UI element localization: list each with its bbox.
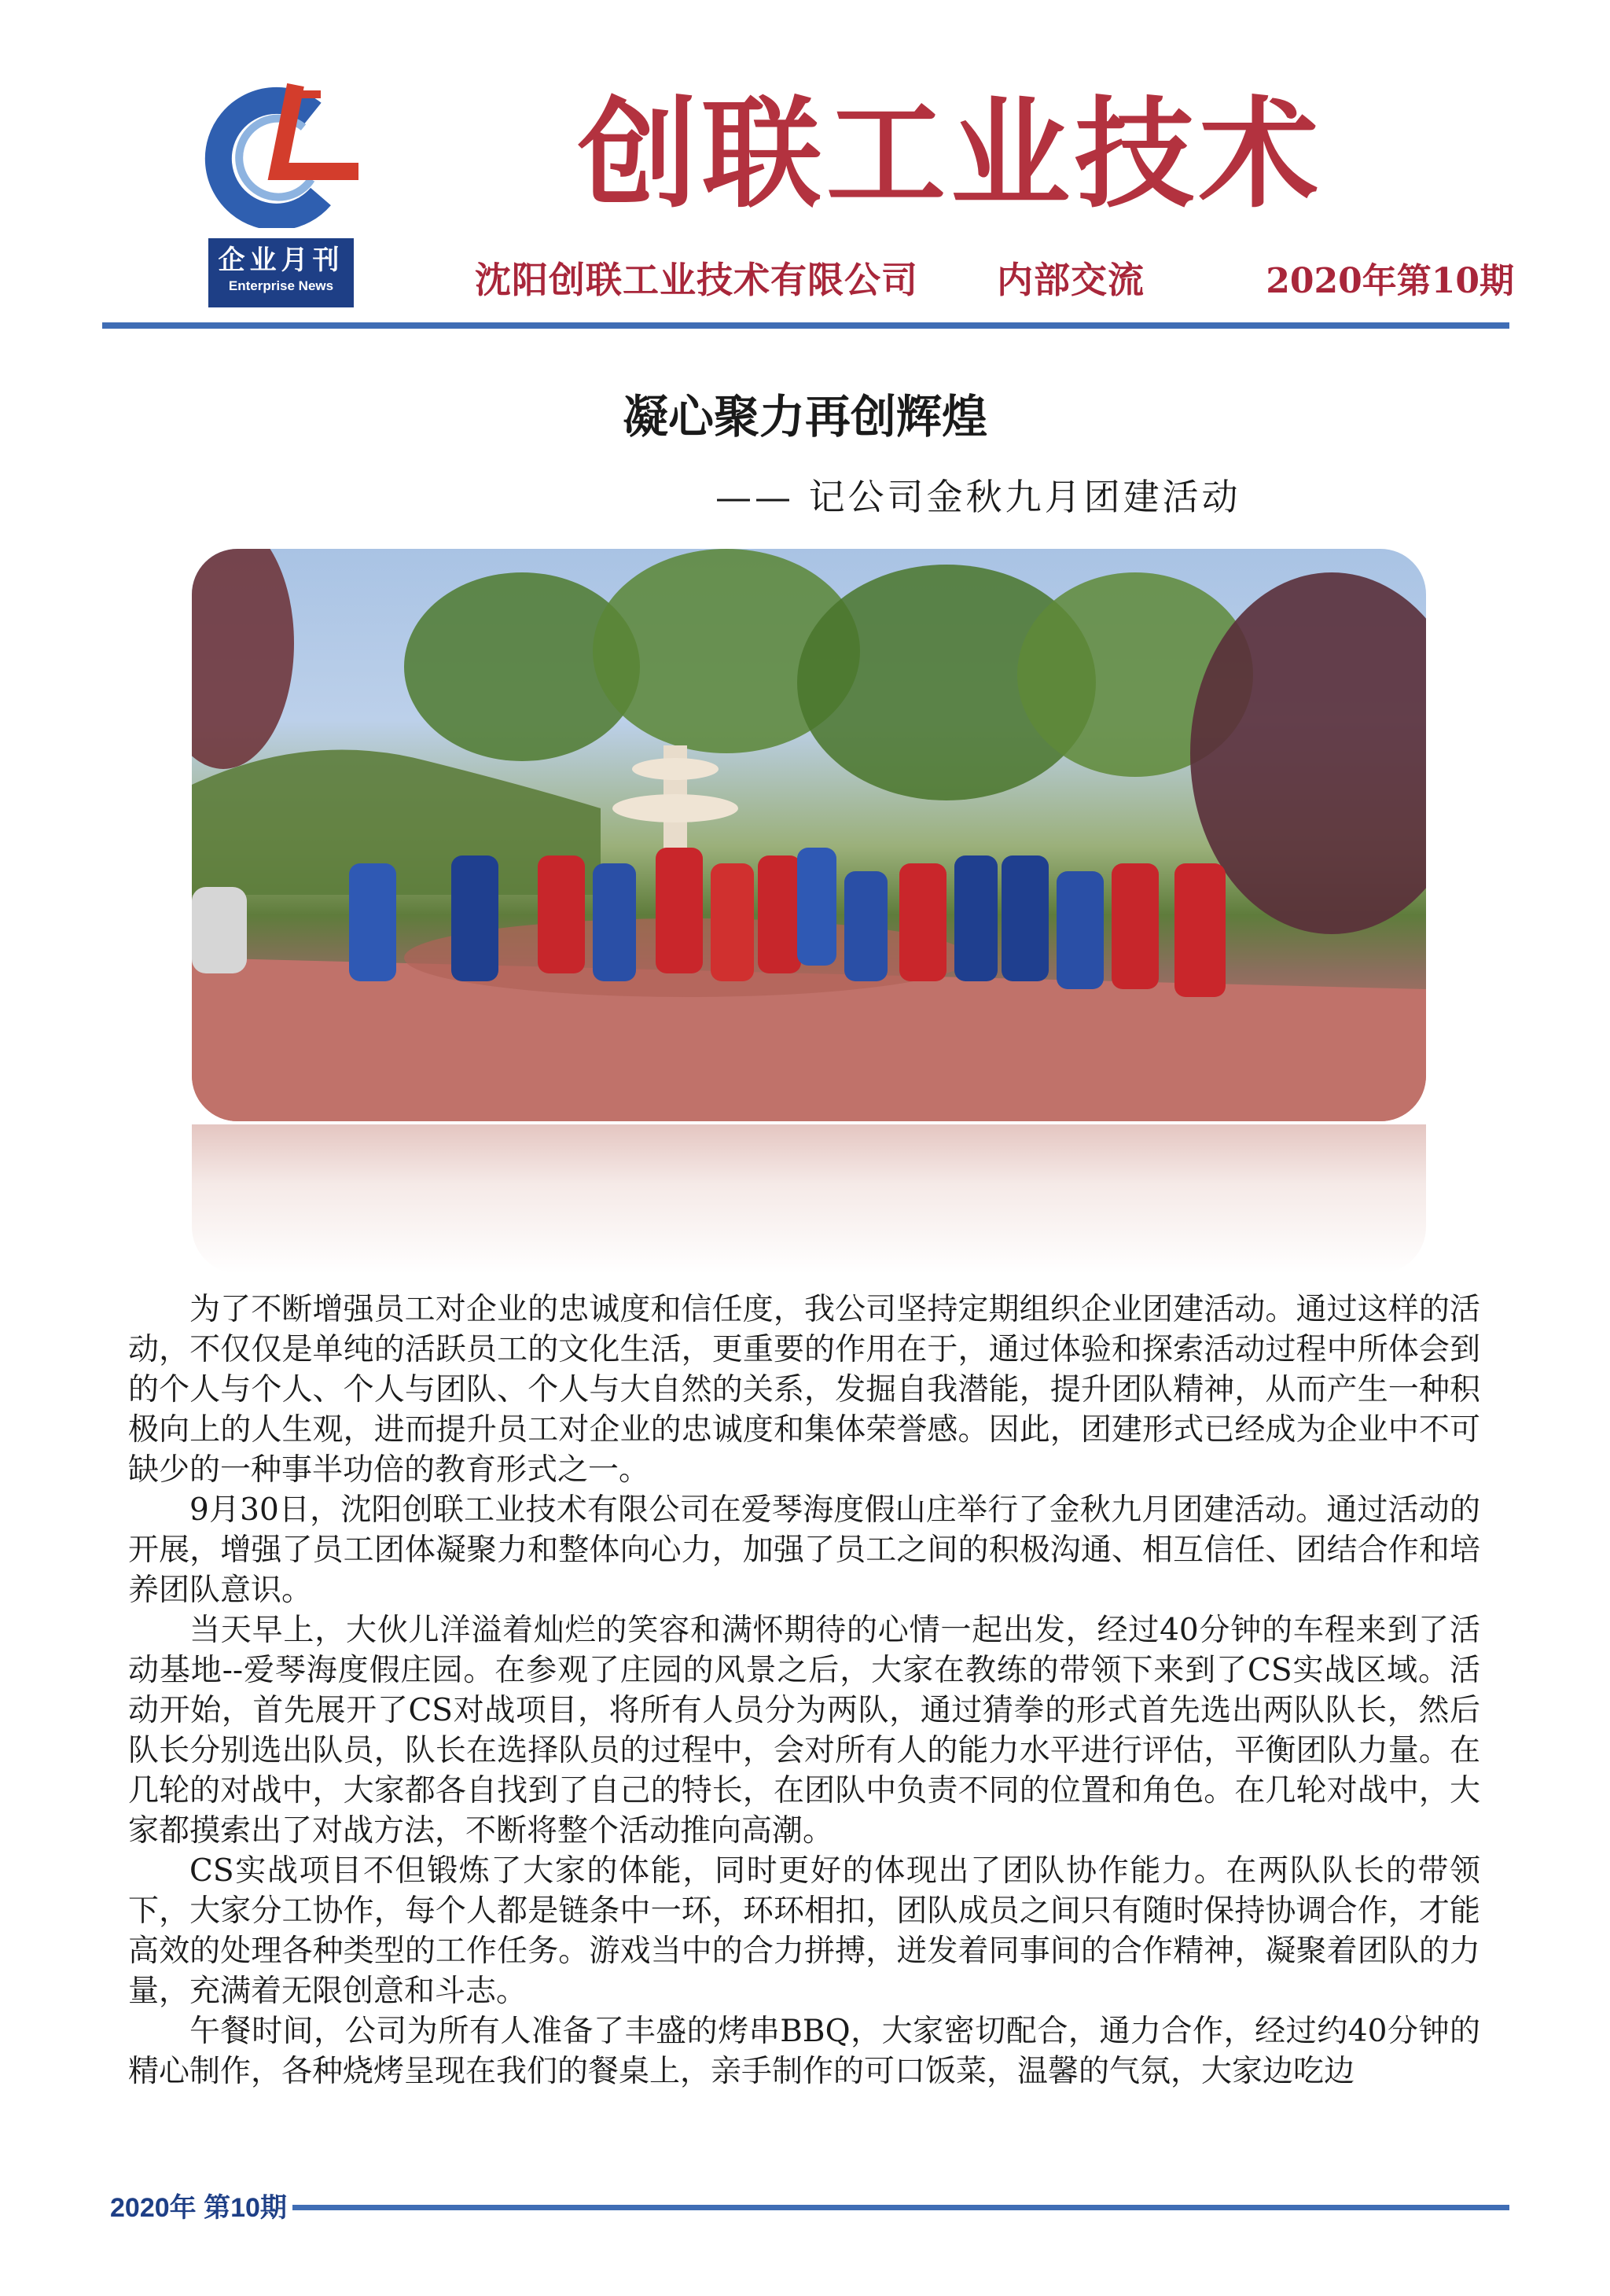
- footer-divider: [292, 2205, 1509, 2210]
- team-building-photo: [192, 549, 1426, 1121]
- badge-cn-text: 企业月刊: [218, 245, 344, 276]
- masthead-company: 沈阳创联工业技术有限公司: [475, 259, 918, 301]
- article-paragraph: 9月30日，沈阳创联工业技术有限公司在爱琴海度假山庄举行了金秋九月团建活动。通过活动的开展，增强了员工团体凝聚力和整体向心力，加强了员工之间的积极沟通、相互信任、团结合作和培养团队意识。: [128, 1492, 1480, 1608]
- badge-en-text: Enterprise News: [228, 278, 334, 293]
- header-divider: [102, 322, 1509, 329]
- masthead-issue: 2020年第10期: [1266, 261, 1514, 301]
- article-title: 凝心聚力再创辉煌: [622, 390, 987, 443]
- article-paragraph: 为了不断增强员工对企业的忠诚度和信任度，我公司坚持定期组织企业团建活动。通过这样的活动，不仅仅是单纯的活跃员工的文化生活，更重要的作用在于，通过体验和探索活动过程中所体会到的个人与个人、个人与团队、个人与大自然的关系，发掘自我潜能，提升团队精神，从而产生一种积极向上的人生观，进而提升员工对企业的忠诚度和集体荣誉感。因此，团建形式已经成为企业中不可缺少的一种事半功倍的教育形式之一。: [128, 1292, 1480, 1488]
- article-subtitle: —— 记公司金秋九月团建活动: [715, 476, 1241, 518]
- enterprise-news-badge: [208, 238, 354, 307]
- article-body: [128, 1290, 1480, 2092]
- masthead-internal-label: 内部交流: [997, 259, 1145, 301]
- photo-reflection: [192, 1124, 1426, 1274]
- footer-issue: 2020年 第10期: [110, 2193, 287, 2223]
- article-paragraph: 当天早上，大伙儿洋溢着灿烂的笑容和满怀期待的心情一起出发，经过40分钟的车程来到了活动基地--爱琴海度假庄园。在参观了庄园的风景之后，大家在教练的带领下来到了CS实战区域。活动开始，首先展开了CS对战项目，将所有人员分为两队，通过猜拳的形式首先选出两队队长，然后队长分别选出队员，队长在选择队员的过程中，会对所有人的能力水平进行评估，平衡团队力量。在几轮的对战中，大家都各自找到了自己的特长，在团队中负责不同的位置和角色。在几轮对战中，大家都摸索出了对战方法，不断将整个活动推向高潮。: [128, 1613, 1480, 1849]
- masthead-title: 创联工业技术: [578, 85, 1323, 224]
- company-logo: [203, 79, 364, 228]
- article-paragraph: 午餐时间，公司为所有人准备了丰盛的烤串BBQ，大家密切配合，通力合作，经过约40分钟的精心制作，各种烧烤呈现在我们的餐桌上，亲手制作的可口饭菜，温馨的气氛，大家边吃边: [128, 2014, 1480, 2089]
- article-paragraph: CS实战项目不但锻炼了大家的体能，同时更好的体现出了团队协作能力。在两队队长的带领下，大家分工协作，每个人都是链条中一环，环环相扣，团队成员之间只有随时保持协调合作，才能高效的处理各种类型的工作任务。游戏当中的合力拼搏，迸发着同事间的合作精神，凝聚着团队的力量，充满着无限创意和斗志。: [128, 1853, 1480, 2009]
